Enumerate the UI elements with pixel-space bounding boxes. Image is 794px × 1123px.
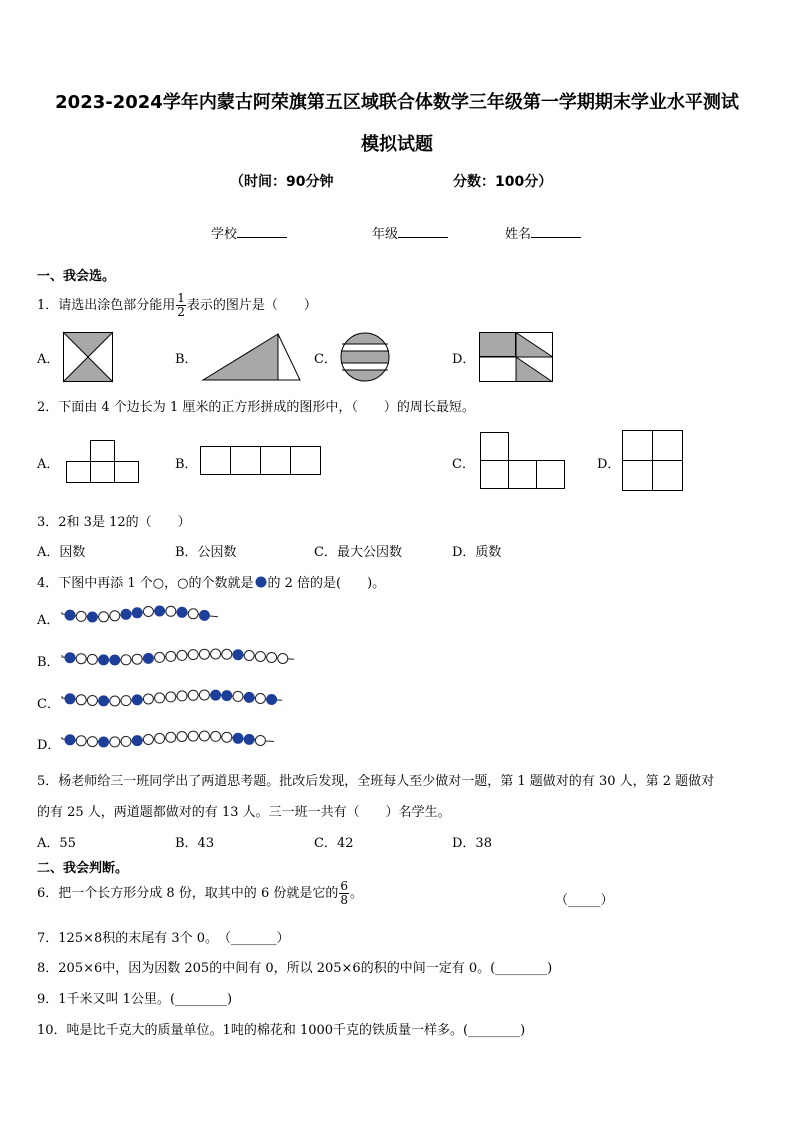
q3-option-d[interactable]: D．质数	[452, 545, 502, 560]
name-field	[505, 223, 581, 242]
white-bead	[155, 652, 165, 662]
q6-fraction: $\frac{6}{8}$	[340, 879, 348, 907]
question-10: 10．吨是比千克大的质量单位。1吨的棉花和 1000千克的铁质量一样多。(________)	[37, 1023, 526, 1038]
q2-option-a[interactable]: A．	[37, 457, 60, 472]
q4-text-a: 4．下图中再添 1 个○，○的个数就是	[37, 576, 254, 591]
question-6	[37, 880, 363, 907]
q2-figure-b	[200, 446, 322, 476]
white-bead	[222, 732, 232, 742]
q1-option-c[interactable]: C．	[314, 352, 337, 367]
question-7: 7．125×8积的末尾有 3个 0。 （_______）	[37, 931, 290, 946]
q1-suffix: 表示的图片是（ ）	[186, 298, 317, 313]
white-bead	[211, 731, 221, 741]
q4-text-b: 的 2 倍的是( )。	[267, 576, 386, 591]
white-bead	[143, 694, 153, 704]
q1-figure-a	[63, 332, 113, 382]
question-5-line1: 5．杨老师给三一班同学出了两道思考题。批改后发现，全班每人至少做对一题，第 1 题做对的有 30 人，第 2 题做对	[37, 774, 715, 789]
white-bead	[121, 655, 131, 665]
q2-figure-c	[480, 432, 566, 490]
q5-option-c[interactable]: C．42	[314, 836, 354, 851]
q2-figure-d	[622, 430, 684, 492]
q1-option-a[interactable]: A．	[37, 352, 60, 367]
q3-option-c[interactable]: C．最大公因数	[314, 545, 402, 560]
white-bead	[199, 731, 209, 741]
q6-answer-blank[interactable]: （_____）	[555, 893, 614, 908]
q1-fraction: $\frac{1}{2}$	[177, 291, 185, 319]
q1-figure-d	[479, 332, 553, 382]
blue-bead	[99, 737, 109, 747]
exam-time: （时间：90分钟	[230, 174, 334, 190]
blue-bead	[177, 607, 187, 617]
section2-heading: 二、我会判断。	[37, 861, 129, 876]
q2-option-d[interactable]: D．	[597, 457, 621, 472]
q4-option-a[interactable]: A．	[37, 613, 60, 628]
school-label: 学校	[211, 227, 238, 242]
blue-bead	[199, 610, 209, 620]
white-bead	[143, 735, 153, 745]
question-5-line2: 的有 25 人，两道题都做对的有 13 人。三一班一共有（ ）名学生。	[37, 805, 451, 820]
name-label: 姓名	[505, 227, 532, 242]
white-bead	[76, 654, 86, 664]
blue-bead	[244, 692, 254, 702]
exam-title-line2: 模拟试题	[361, 134, 433, 155]
question-2: 2．下面由 4 个边长为 1 厘米的正方形拼成的图形中，（ ）的周长最短。	[37, 400, 475, 415]
blue-bead	[121, 609, 131, 619]
white-bead	[166, 732, 176, 742]
q2-option-c[interactable]: C．	[452, 457, 475, 472]
q2-option-b[interactable]: B．	[175, 457, 198, 472]
white-bead	[87, 654, 97, 664]
blue-bead	[110, 655, 120, 665]
white-bead	[199, 649, 209, 659]
white-bead	[267, 653, 277, 663]
white-bead	[166, 651, 176, 661]
white-bead	[121, 736, 131, 746]
white-bead	[155, 733, 165, 743]
blue-bead	[233, 733, 243, 743]
q5-option-d[interactable]: D．38	[452, 836, 492, 851]
blue-bead	[132, 608, 142, 618]
white-bead	[255, 694, 265, 704]
q1-prefix: 1．请选出涂色部分能用	[37, 298, 176, 313]
white-bead	[110, 737, 120, 747]
grade-field	[372, 223, 448, 242]
q2-figure-a	[66, 440, 140, 484]
white-bead	[143, 607, 153, 617]
blue-bead	[132, 736, 142, 746]
white-bead	[76, 695, 86, 705]
blue-bead	[65, 735, 75, 745]
question-4	[37, 572, 385, 591]
blue-bead	[233, 650, 243, 660]
blue-bead	[65, 610, 75, 620]
q6-suffix: 。	[349, 886, 363, 901]
blue-bead	[143, 653, 153, 663]
grade-blank[interactable]	[398, 225, 448, 238]
blue-bead	[244, 734, 254, 744]
white-bead	[211, 649, 221, 659]
q3-option-a[interactable]: A．因数	[37, 545, 86, 560]
q1-figure-c	[340, 332, 390, 382]
white-bead	[199, 690, 209, 700]
school-blank[interactable]	[237, 225, 287, 238]
white-bead	[177, 732, 187, 742]
white-bead	[188, 731, 198, 741]
question-3: 3．2和 3是 12的（ ）	[37, 515, 191, 530]
blue-bead	[87, 612, 97, 622]
white-bead	[166, 692, 176, 702]
q4-bead-string-c	[62, 684, 277, 714]
white-bead	[222, 649, 232, 659]
q4-option-d[interactable]: D．	[37, 738, 61, 753]
q1-option-b[interactable]: B．	[175, 352, 198, 367]
q3-option-b[interactable]: B．公因数	[175, 545, 237, 560]
white-bead	[278, 654, 288, 664]
blue-bead	[222, 691, 232, 701]
exam-score: 分数：100分）	[453, 174, 553, 190]
name-blank[interactable]	[531, 225, 581, 238]
white-bead	[188, 650, 198, 660]
blue-bead	[155, 606, 165, 616]
question-8: 8．205×6中，因为因数 205的中间有 0，所以 205×6的积的中间一定有 0。(________)	[37, 961, 553, 976]
blue-bead	[99, 655, 109, 665]
white-bead	[87, 696, 97, 706]
q4-option-c[interactable]: C．	[37, 697, 60, 712]
q5-option-a[interactable]: A．55	[37, 836, 76, 851]
white-bead	[110, 696, 120, 706]
q4-bead-string-a	[62, 600, 252, 630]
blue-bead	[267, 695, 277, 705]
school-field	[211, 223, 287, 242]
blue-bead	[65, 653, 75, 663]
question-1	[37, 292, 317, 319]
question-9: 9．1千米又叫 1公里。(________)	[37, 992, 233, 1007]
white-bead	[255, 736, 265, 746]
white-bead	[87, 737, 97, 747]
white-bead	[110, 611, 120, 621]
exam-title-line1: 2023-2024学年内蒙古阿荣旗第五区域联合体数学三年级第一学期期末学业水平测试	[55, 92, 739, 113]
white-bead	[99, 612, 109, 622]
blue-bead	[211, 690, 221, 700]
blue-bead	[132, 695, 142, 705]
white-bead	[188, 690, 198, 700]
q6-prefix: 6．把一个长方形分成 8 份，取其中的 6 份就是它的	[37, 886, 339, 901]
white-bead	[255, 652, 265, 662]
section1-heading: 一、我会选。	[37, 269, 116, 284]
white-bead	[132, 654, 142, 664]
blue-bead	[65, 694, 75, 704]
white-bead	[188, 609, 198, 619]
white-bead	[233, 691, 243, 701]
white-bead	[76, 736, 86, 746]
q1-figure-b	[202, 333, 302, 381]
blue-bead-icon	[255, 576, 267, 588]
grade-label: 年级	[372, 227, 399, 242]
q4-bead-string-b	[62, 643, 287, 673]
white-bead	[177, 650, 187, 660]
q1-option-d[interactable]: D．	[452, 352, 476, 367]
white-bead	[155, 693, 165, 703]
white-bead	[166, 606, 176, 616]
white-bead	[76, 611, 86, 621]
q5-option-b[interactable]: B．43	[175, 836, 215, 851]
q4-option-b[interactable]: B．	[37, 655, 60, 670]
q4-bead-string-d	[62, 725, 272, 755]
white-bead	[121, 696, 131, 706]
white-bead	[244, 651, 254, 661]
blue-bead	[99, 696, 109, 706]
white-bead	[177, 691, 187, 701]
